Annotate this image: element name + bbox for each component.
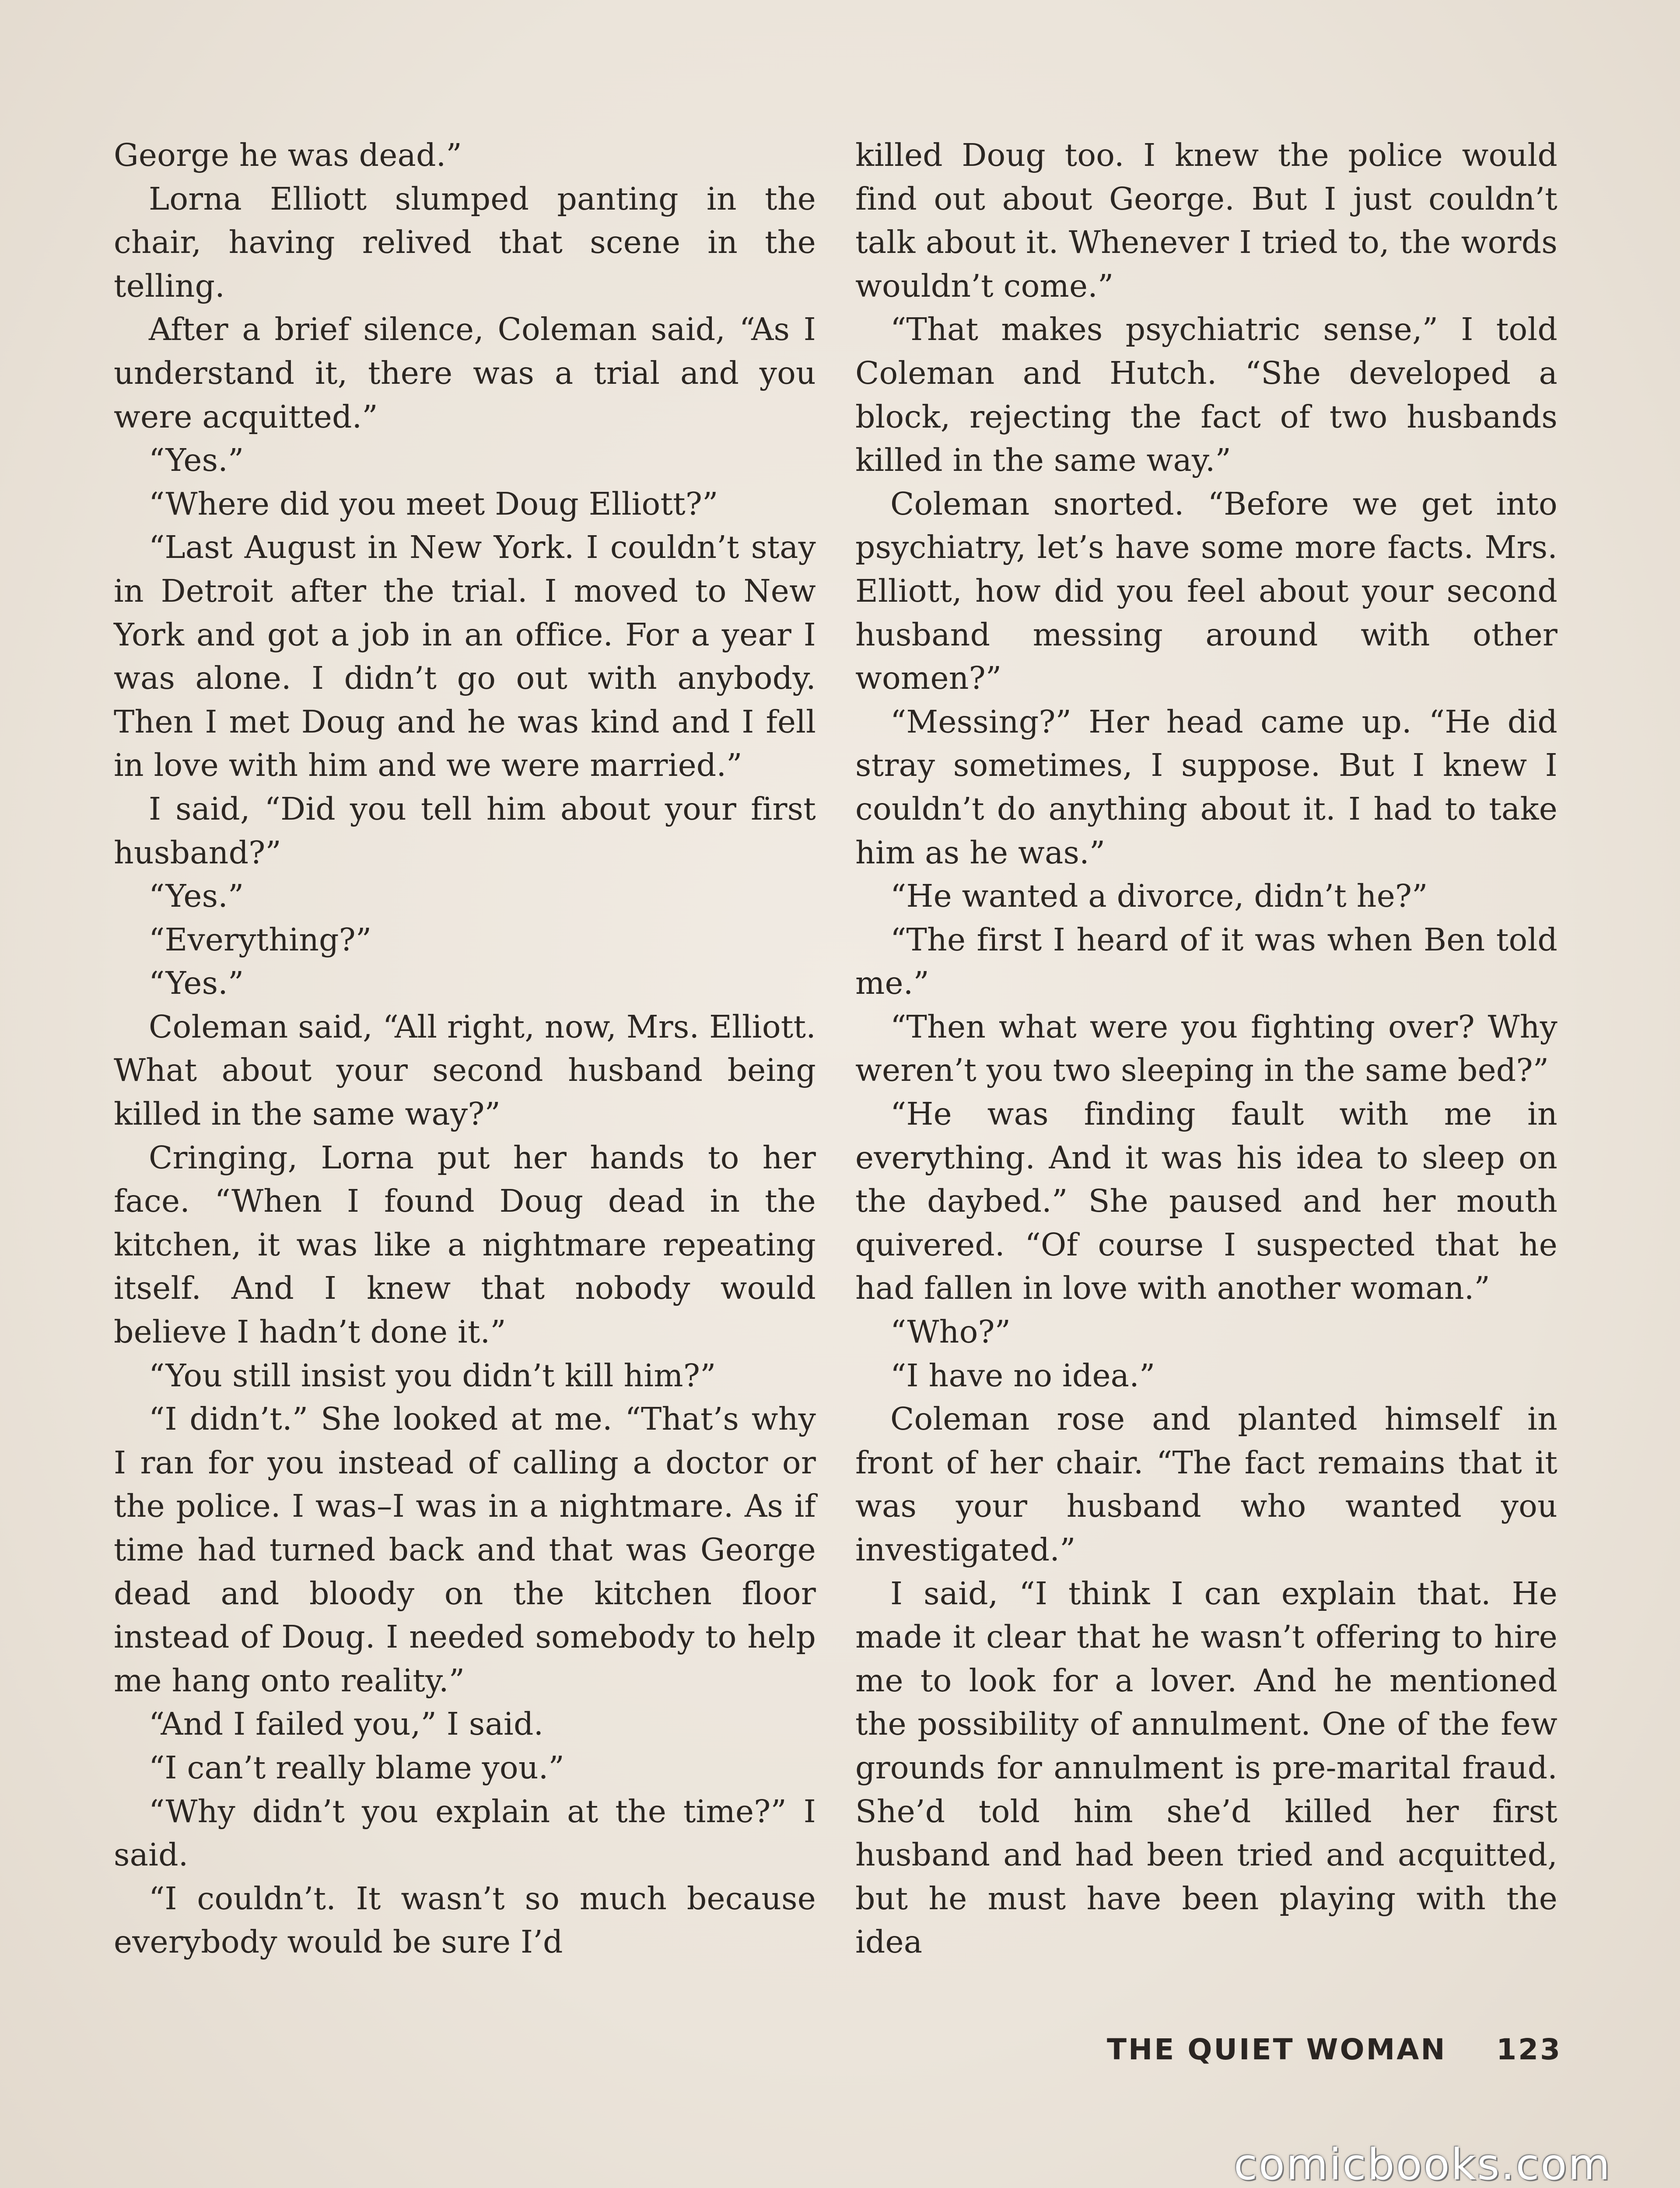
paragraph: I said, “Did you tell him about your first husband?” (114, 790, 816, 871)
paragraph: “I have no idea.” (890, 1357, 1155, 1394)
paragraph: Coleman rose and planted himself in front of her chair. “The fact remains that it was your husband who wanted you investigated.” (855, 1401, 1558, 1568)
paragraph: I said, “I think I can explain that. He made it clear that he wasn’t offering to hire me to look for a lover. And he mentioned the possibility of annulment. One of the few grounds for annulment is pre-marital fraud. She’d told him she’d killed her first husband and had been tried and acquitted, but he must have been playing with the idea (855, 1575, 1558, 1960)
paragraph: “Where did you meet Doug Elliott?” (149, 485, 718, 522)
page-number: 123 (1496, 2033, 1562, 2066)
paragraph: “Everything?” (149, 921, 372, 958)
paragraph: “Messing?” Her head came up. “He did stray sometimes, I suppose. But I knew I couldn’t do anything about it. I had to take him as he was.” (855, 703, 1558, 871)
paragraph: “And I failed you,” I said. (149, 1706, 544, 1743)
paragraph: “He wanted a divorce, didn’t he?” (890, 878, 1428, 915)
paragraph: “Yes.” (149, 965, 244, 1002)
running-title: THE QUIET WOMAN (1107, 2033, 1447, 2066)
paragraph: “That makes psychiatric sense,” I told Coleman and Hutch. “She developed a block, rejecting the fact of two husbands killed in the same way.” (855, 311, 1558, 479)
paragraph: “The first I heard of it was when Ben told me.” (855, 921, 1558, 1002)
paragraph: “I couldn’t. It wasn’t so much because everybody would be sure I’d (114, 1880, 816, 1960)
paragraph: “Yes.” (149, 442, 244, 479)
paragraph: “Yes.” (149, 878, 244, 915)
paragraph: Cringing, Lorna put her hands to her face. “When I found Doug dead in the kitchen, it was like a nightmare repeating itself. And I knew that nobody would believe I hadn’t done it.” (114, 1139, 816, 1350)
paragraph: “Last August in New York. I couldn’t stay in Detroit after the trial. I moved to New York and got a job in an office. For a year I was alone. I didn’t go out with anybody. Then I met Doug and he was kind and I fell in love with him and we were married.” (114, 529, 816, 784)
paragraph: “You still insist you didn’t kill him?” (149, 1357, 716, 1394)
watermark-logo: comicbooks.com (1234, 2140, 1611, 2188)
paragraph: George he was dead.” (114, 137, 462, 173)
paragraph: Lorna Elliott slumped panting in the chair, having relived that scene in the telling. (114, 180, 816, 304)
right-column (855, 133, 1558, 1964)
paragraph: “Who?” (890, 1314, 1011, 1350)
paragraph: “I didn’t.” She looked at me. “That’s why I ran for you instead of calling a doctor or the police. I was–I was in a nightmare. As if time had turned back and that was George dead and bloody on the kitchen floor instead of Doug. I needed somebody to help me hang onto reality.” (114, 1401, 816, 1699)
paragraph: killed Doug too. I knew the police would find out about George. But I just couldn’t talk about it. Whenever I tried to, the words wouldn’t come.” (855, 137, 1558, 304)
left-column (114, 133, 816, 1964)
page-footer (1085, 2033, 1566, 2081)
paragraph: “Then what were you fighting over? Why weren’t you two sleeping in the same bed?” (855, 1008, 1558, 1089)
paragraph: Coleman snorted. “Before we get into psychiatry, let’s have some more facts. Mrs. Elliott, how did you feel about your second husband messing around with other women?” (855, 485, 1558, 697)
paragraph: “I can’t really blame you.” (149, 1749, 565, 1786)
paragraph: Coleman said, “All right, now, Mrs. Elliott. What about your second husband being killed in the same way?” (114, 1008, 816, 1133)
paragraph: “He was finding fault with me in everything. And it was his idea to sleep on the daybed.” She paused and her mouth quivered. “Of course I suspected that he had fallen in love with another woman.” (855, 1096, 1558, 1307)
paragraph: After a brief silence, Coleman said, “As I understand it, there was a trial and you were acquitted.” (114, 311, 816, 435)
paragraph: “Why didn’t you explain at the time?” I said. (114, 1793, 816, 1873)
